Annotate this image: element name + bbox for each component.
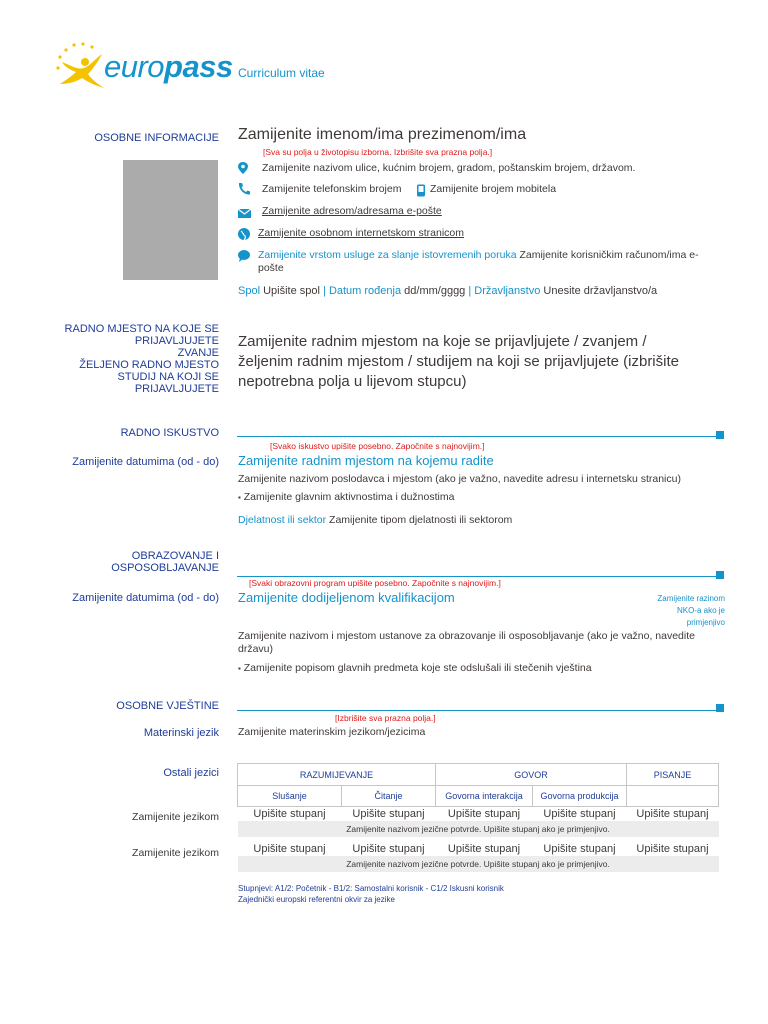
- employer: Zamijenite nazivom poslodavca i mjestom (ako je važno, navedite adresu i internetsku stranicu): [238, 473, 681, 485]
- nqf-level: [640, 593, 725, 629]
- level-cell[interactable]: Upišite stupanj: [253, 808, 326, 820]
- subheader-writing: [627, 786, 719, 807]
- level-cell[interactable]: Upišite stupanj: [447, 808, 521, 820]
- level-cell[interactable]: Upišite stupanj: [543, 808, 616, 820]
- position-text: [238, 332, 679, 392]
- level-cell[interactable]: Upišite stupanj: [352, 808, 425, 820]
- subheader-listening: Slušanje: [238, 786, 342, 807]
- section-skills-label: OSOBNE VJEŠTINE: [116, 700, 219, 712]
- bullet-icon: ▪: [238, 493, 241, 502]
- phone-number: Zamijenite telefonskim brojem: [262, 183, 402, 195]
- level-cell[interactable]: Upišite stupanj: [636, 843, 709, 855]
- nqf-line: Zamijenite razinom: [657, 594, 725, 603]
- sex-label: Spol: [238, 285, 261, 297]
- mother-tongue-value: Zamijenite materinskim jezikom/jezicima: [238, 726, 426, 738]
- website-globe-icon: [237, 227, 253, 241]
- position-text-line: Zamijenite radnim mjestom na koje se prijavljujete / zvanjem /: [238, 333, 647, 350]
- education-title: Zamijenite dodijeljenom kvalifikacijom: [238, 590, 455, 605]
- logo-pass: pass: [164, 49, 233, 84]
- bullet-icon: ▪: [238, 664, 241, 673]
- dob-value: dd/mm/gggg: [404, 285, 466, 297]
- header-writing: PISANJE: [627, 764, 719, 786]
- position-label-line: PRIJAVLJUJETE: [134, 335, 219, 347]
- subheader-production: Govorna produkcija: [533, 786, 627, 807]
- section-education-label: [111, 550, 219, 574]
- im-service-line: [258, 249, 718, 275]
- education-dates: Zamijenite datumima (od - do): [72, 592, 219, 604]
- education-bullet: [238, 662, 592, 675]
- sector-label: Djelatnost ili sektor: [238, 514, 327, 526]
- section-personal-label: OSOBNE INFORMACIJE: [94, 132, 219, 144]
- logo-euro: euro: [104, 49, 165, 84]
- mother-tongue-label: Materinski jezik: [143, 727, 219, 739]
- subheader-interaction: Govorna interakcija: [436, 786, 533, 807]
- position-label-line: ZVANJE: [177, 347, 219, 359]
- education-label-line: OSPOSOBLJAVANJE: [111, 562, 219, 574]
- im-account: Zamijenite korisničkim računom/ima e-: [519, 249, 699, 261]
- photo-placeholder[interactable]: [123, 160, 218, 280]
- language-certificate: Zamijenite nazivom jezične potvrde. Upišite stupanj ako je primjenjivo.: [238, 856, 719, 872]
- section-divider: [237, 576, 718, 577]
- nationality-value: Unesite državljanstvo/a: [543, 285, 658, 297]
- language-name-1: Zamijenite jezikom: [132, 811, 219, 823]
- position-label-line: RADNO MJESTO NA KOJE SE: [64, 323, 219, 335]
- experience-bullet: [238, 491, 454, 504]
- phone-icon: [237, 182, 253, 196]
- chat-bubble-icon: [237, 249, 253, 263]
- mobile-number: Zamijenite brojem mobitela: [430, 183, 557, 195]
- mobile-phone-icon: [416, 184, 426, 197]
- section-marker: [716, 431, 724, 439]
- subheader-reading: Čitanje: [342, 786, 436, 807]
- other-languages-label: Ostali jezici: [163, 767, 219, 779]
- separator: |: [468, 285, 472, 297]
- email-address[interactable]: Zamijenite adresom/adresama e-pošte: [262, 205, 442, 217]
- language-name-2: Zamijenite jezikom: [132, 847, 219, 859]
- sector-value: Zamijenite tipom djelatnosti ili sektorom: [329, 514, 513, 526]
- nationality-label: Državljanstvo: [474, 285, 541, 297]
- header-understanding: RAZUMIJEVANJE: [238, 764, 436, 786]
- level-cell[interactable]: Upišite stupanj: [636, 808, 709, 820]
- education-bullet-text: Zamijenite popisom glavnih predmeta koje ste odslušali ili stečenih vještina: [243, 662, 592, 674]
- level-cell[interactable]: Upišite stupanj: [352, 843, 425, 855]
- institution-line: Zamijenite nazivom i mjestom ustanove za obrazovanje ili osposobljavanje (ako je važno, navedite: [238, 630, 695, 642]
- level-cell[interactable]: Upišite stupanj: [253, 843, 326, 855]
- section-experience-label: RADNO ISKUSTVO: [120, 427, 219, 439]
- position-text-line: nepotrebna polja u lijevom stupcu): [238, 373, 467, 390]
- skills-note: [Izbrišite sva prazna polja.]: [335, 713, 436, 723]
- education-label-line: OBRAZOVANJE I: [131, 550, 219, 562]
- position-label-line: STUDIJ NA KOJI SE: [117, 371, 219, 383]
- personal-details-line: [238, 285, 657, 298]
- sex-value: Upišite spol: [263, 285, 320, 297]
- experience-bullet-text: Zamijenite glavnim aktivnostima i dužnostima: [243, 491, 455, 503]
- personal-note: [Sva su polja u životopisu izborna. Izbrišite sva prazna polja.]: [263, 147, 493, 157]
- level-cell[interactable]: Upišite stupanj: [543, 843, 616, 855]
- position-label: [49, 323, 219, 395]
- doc-title: Curriculum vitae: [238, 66, 325, 80]
- education-note: [Svaki obrazovni program upišite posebno. Započnite s najnovijim.]: [249, 578, 501, 588]
- position-label-line: ŽELJENO RADNO MJESTO: [79, 359, 219, 371]
- im-account-cont: pošte: [258, 262, 284, 274]
- europass-logo: [52, 40, 233, 92]
- nqf-line: NKO-a ako je: [676, 606, 725, 615]
- levels-note: [238, 883, 504, 905]
- levels-note-line: Stupnjevi: A1/2: Početnik - B1/2: Samostalni korisnik - C1/2 Iskusni korisnik: [238, 884, 504, 893]
- language-table: [237, 763, 719, 872]
- header-speaking: GOVOR: [436, 764, 627, 786]
- separator: |: [323, 285, 326, 297]
- section-divider: [237, 710, 718, 711]
- experience-note: [Svako iskustvo upišite posebno. Započnite s najnovijim.]: [270, 441, 485, 451]
- address: Zamijenite nazivom ulice, kućnim brojem, gradom, poštanskim brojem, državom.: [262, 162, 636, 174]
- level-cell[interactable]: Upišite stupanj: [447, 843, 521, 855]
- institution-line: državu): [238, 643, 274, 655]
- location-pin-icon: [237, 161, 253, 175]
- europass-star-figure-icon: [52, 40, 112, 92]
- email-envelope-icon: [237, 206, 253, 220]
- institution: [238, 630, 695, 656]
- website[interactable]: Zamijenite osobnom internetskom stranicom: [258, 227, 465, 239]
- experience-title: Zamijenite radnim mjestom na kojemu radite: [238, 453, 494, 468]
- experience-dates: Zamijenite datumima (od - do): [72, 456, 219, 468]
- full-name: Zamijenite imenom/ima prezimenom/ima: [238, 126, 527, 143]
- sector-line: [238, 514, 512, 527]
- levels-note-line: Zajednički europski referentni okvir za jezike: [238, 895, 395, 904]
- nqf-line: primjenjivo: [686, 618, 725, 627]
- position-label-line: PRIJAVLJUJETE: [134, 383, 219, 395]
- section-marker: [716, 571, 724, 579]
- dob-label: Datum rođenja: [328, 285, 402, 297]
- im-service-type: Zamijenite vrstom usluge za slanje istovremenih poruka: [258, 249, 517, 261]
- language-certificate: Zamijenite nazivom jezične potvrde. Upišite stupanj ako je primjenjivo.: [238, 821, 719, 837]
- position-text-line: željenim radnim mjestom / studijem na koji se prijavljujete (izbrišite: [238, 353, 679, 370]
- section-divider: [237, 436, 718, 437]
- section-marker: [716, 704, 724, 712]
